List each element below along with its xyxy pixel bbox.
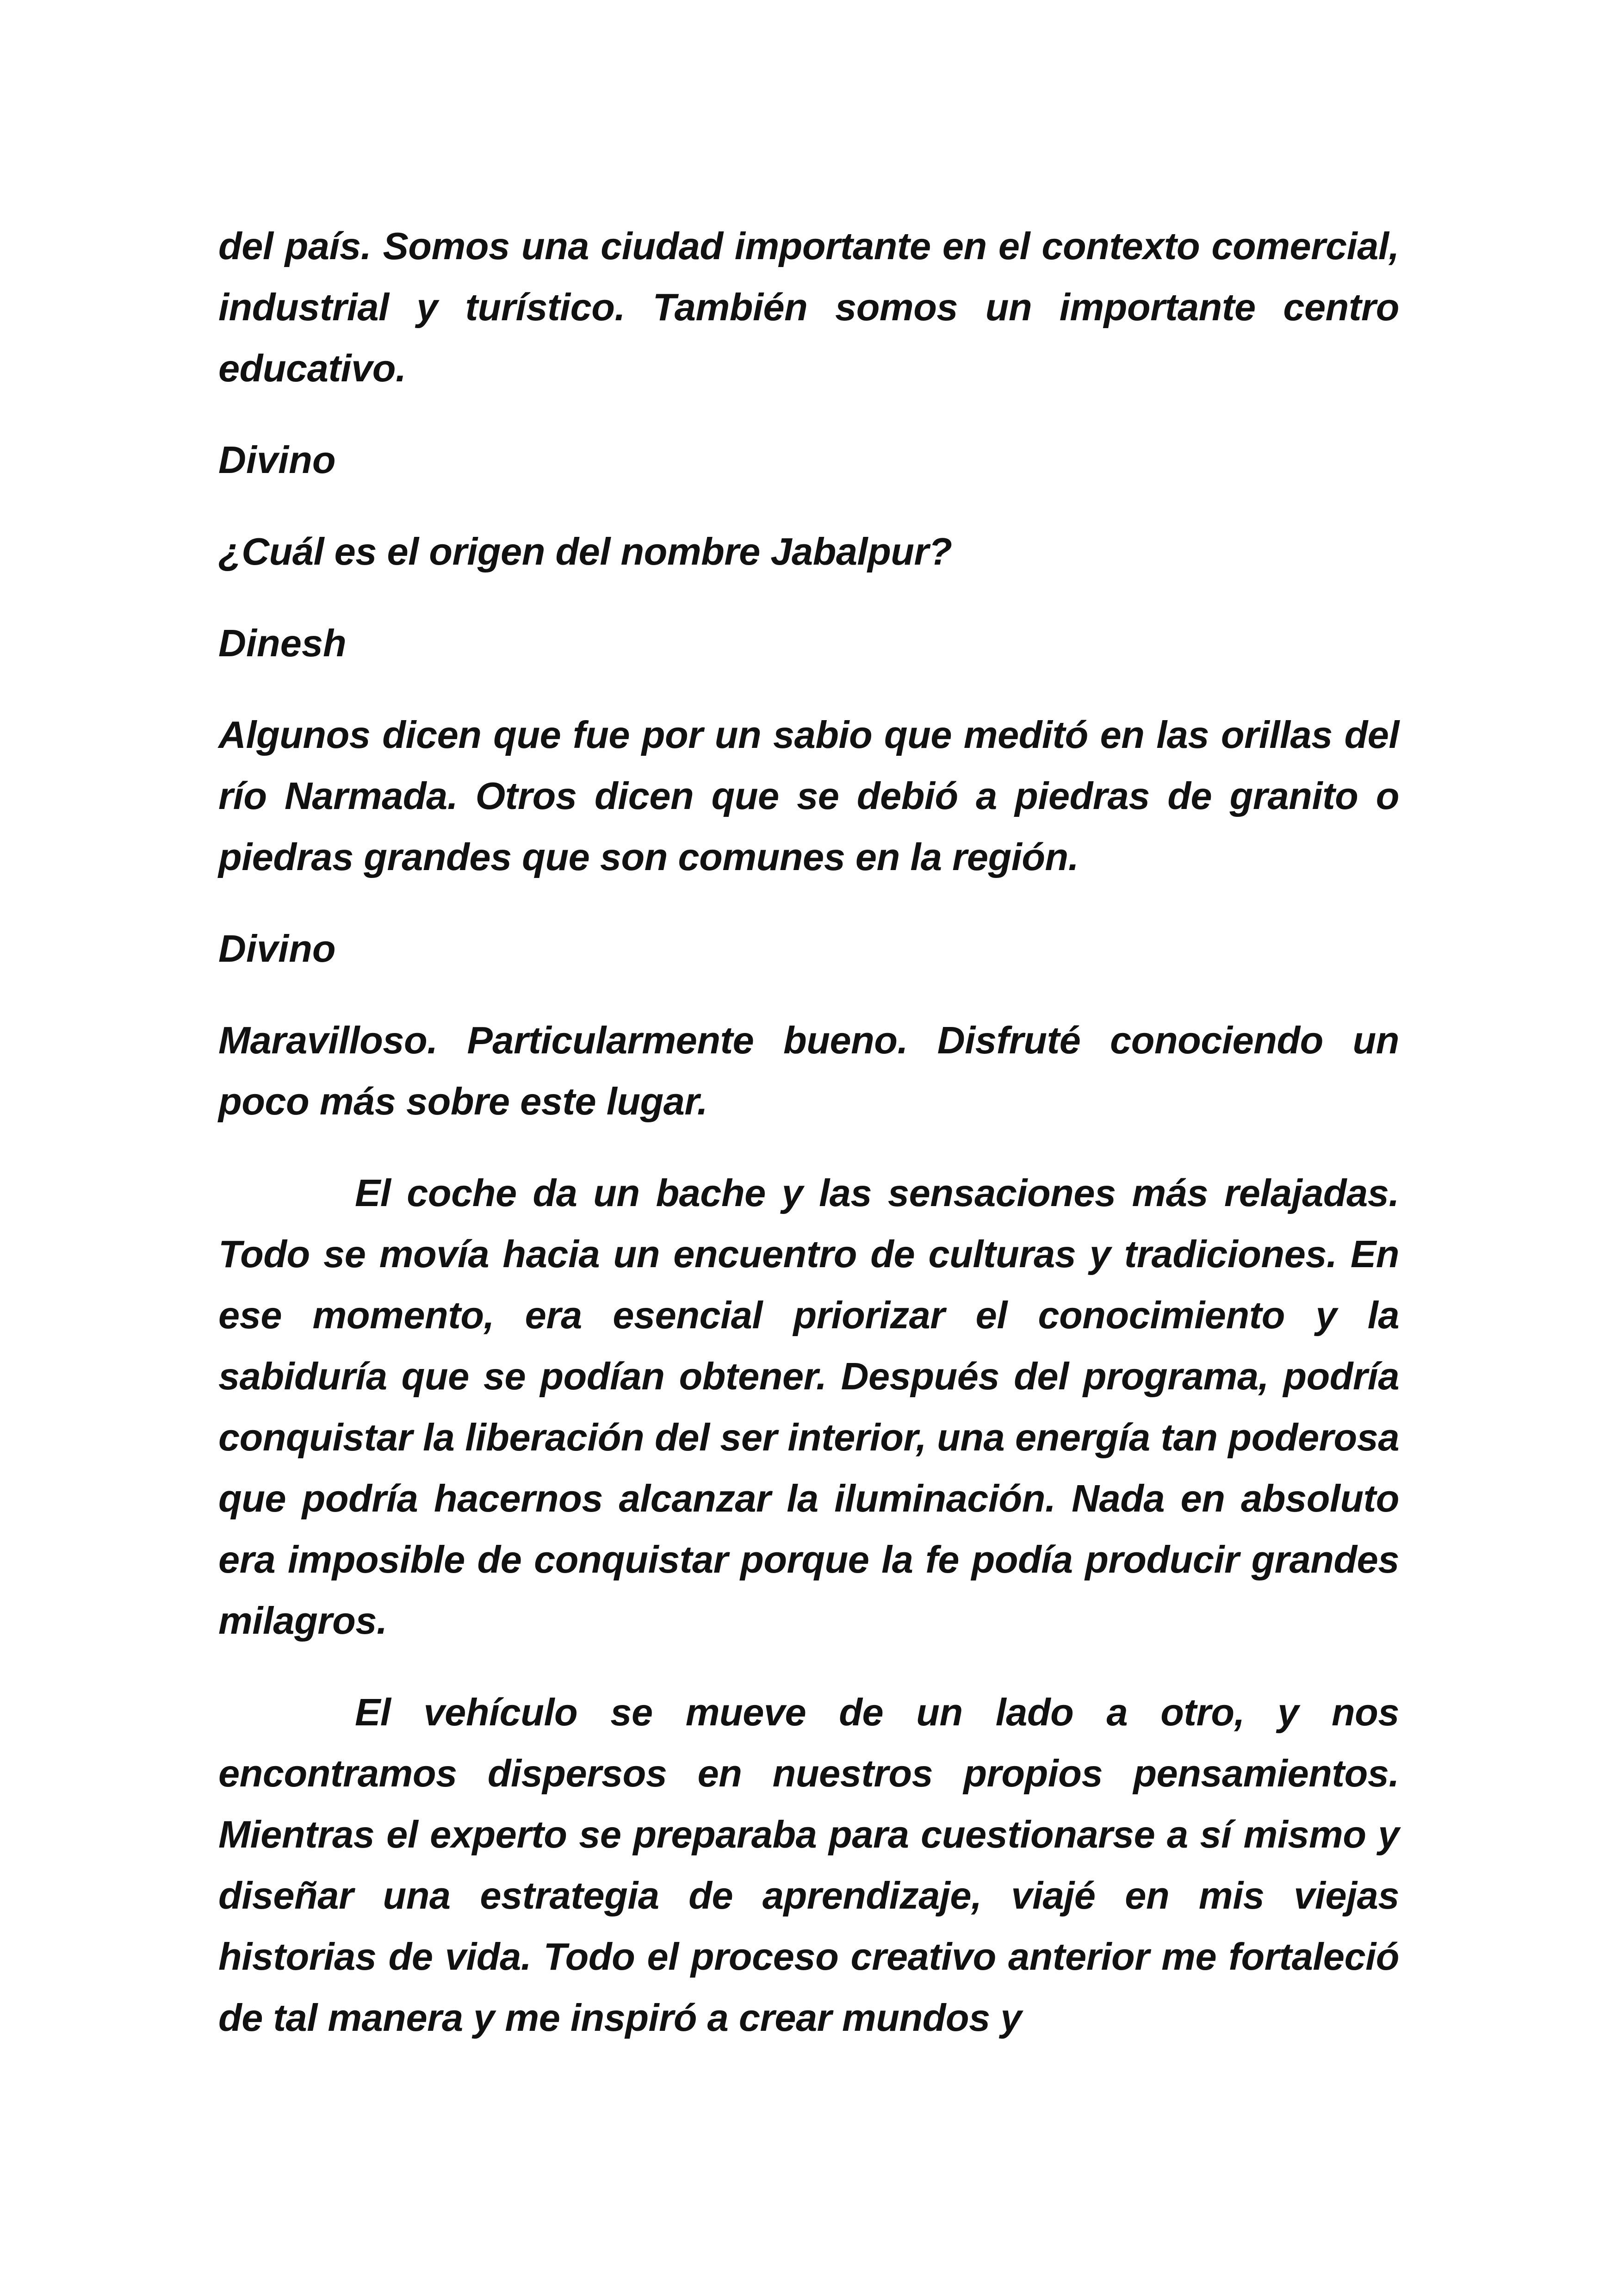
- paragraph-city-description: del país. Somos una ciudad importante en el contexto comercial, industrial y turístico. También somos un importante centro educativo.: [218, 224, 1399, 390]
- paragraph-narrative-vehicle: El vehículo se mueve de un lado a otro, y nos encontramos dispersos en nuestros propios pensamientos. Mientras el experto se preparaba para cuestionarse a sí mismo y diseñar una estrategia de aprendizaje, viajé en mis viejas historias de vida. Todo el proceso creativo anterior me fortaleció de tal manera y me inspiró a crear mundos y: [218, 1691, 1399, 2039]
- speaker-label-dinesh: Dinesh: [218, 622, 347, 665]
- paragraph-name-origin-answer: Algunos dicen que fue por un sabio que meditó en las orillas del río Narmada. Otros dicen que se debió a piedras de granito o piedras grandes que son comunes en la región.: [218, 713, 1399, 878]
- paragraph-question-name-origin: ¿Cuál es el origen del nombre Jabalpur?: [218, 530, 952, 573]
- speaker-label-divino: Divino: [218, 438, 336, 481]
- paragraph-narrative-car: El coche da un bache y las sensaciones más relajadas. Todo se movía hacia un encuentro de culturas y tradiciones. En ese momento, era esencial priorizar el conocimiento y la sabiduría que se podían obtener. Después del programa, podría conquistar la liberación del ser interior, una energía tan poderosa que podría hacernos alcanzar la iluminación. Nada en absoluto era imposible de conquistar porque la fe podía producir grandes milagros.: [218, 1171, 1399, 1642]
- speaker-label-divino-2: Divino: [218, 927, 336, 970]
- page-body: [218, 216, 1399, 2079]
- paragraph-divino-reply: Maravilloso. Particularmente bueno. Disfruté conociendo un poco más sobre este lugar.: [218, 1019, 1399, 1123]
